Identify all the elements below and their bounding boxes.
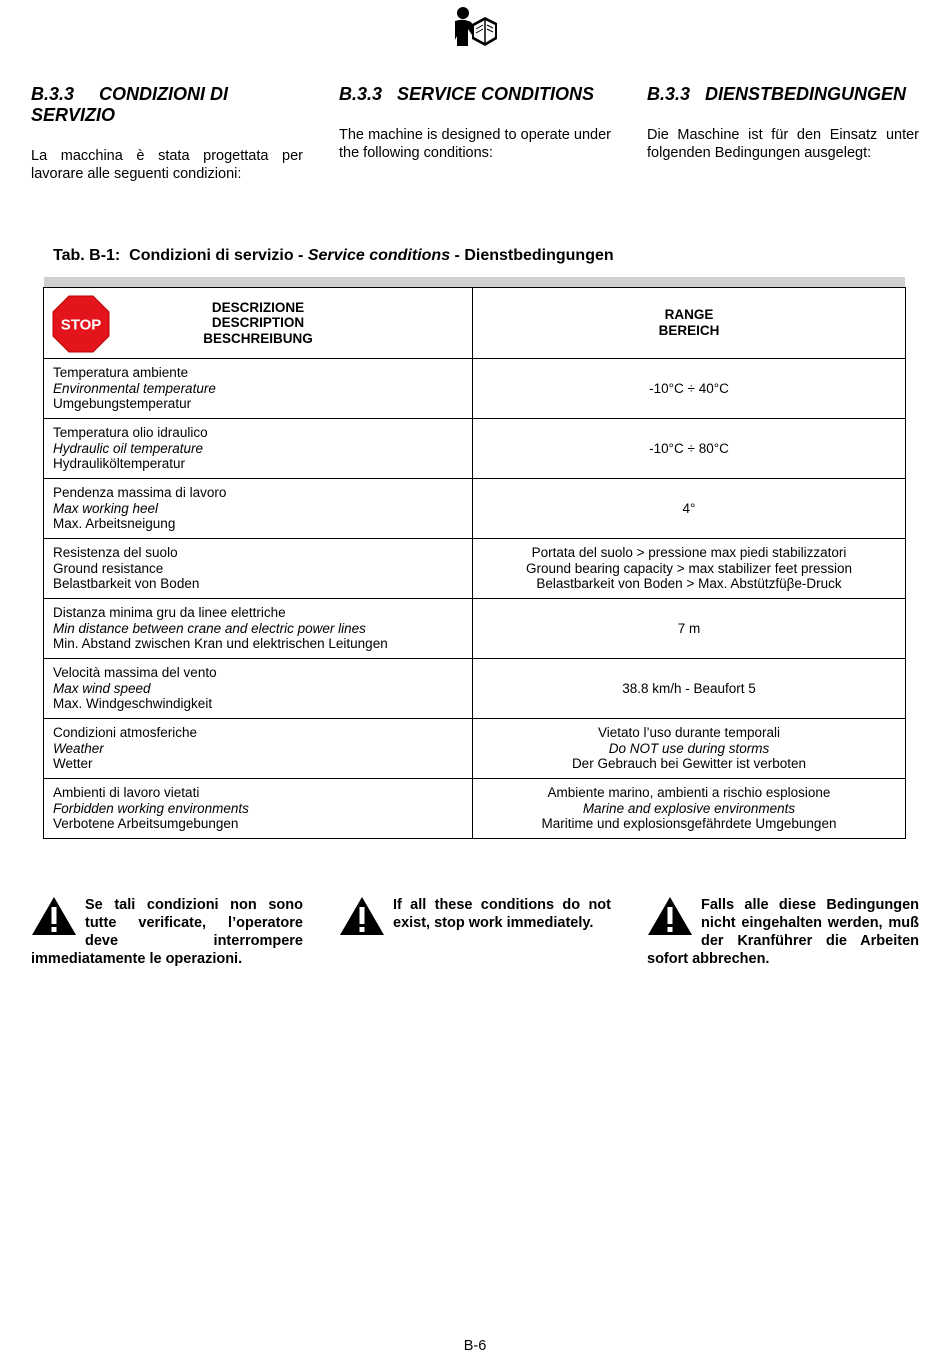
stop-sign-icon (52, 295, 110, 353)
intro-text-it: La macchina è stata progettata per lavorare alle seguenti condizioni: (31, 148, 303, 182)
row-description (44, 659, 473, 719)
description-line: Distanza minima gru da linee elettriche (53, 605, 286, 621)
description-line: Resistenza del suolo (53, 545, 178, 561)
description-line: Verbotene Arbeitsumgebungen (53, 816, 239, 832)
range-line: 4° (682, 500, 696, 516)
warning-de (647, 896, 919, 968)
header-desc-it: DESCRIZIONE (211, 299, 305, 315)
warning-text-de: Falls alle diese Bedingungen nicht eingehalten werden, muß der Kranführer die Arbeiten sofort abbrechen. (647, 897, 919, 967)
section-heading-de: B.3.3 DIENSTBEDINGUNGEN (647, 84, 907, 104)
description-line: Ambienti di lavoro vietati (53, 785, 200, 801)
warning-triangle-icon (31, 896, 77, 936)
section-heading-en: B.3.3 SERVICE CONDITIONS (339, 84, 595, 104)
description-line: Belastbarkeit von Boden (53, 576, 200, 592)
table-top-rule (44, 277, 905, 287)
description-line: Pendenza massima di lavoro (53, 485, 227, 501)
row-description (44, 419, 473, 479)
range-line: Der Gebrauch bei Gewitter ist verboten (571, 756, 807, 772)
row-description (44, 539, 473, 599)
description-line: Hydrauliköltemperatur (53, 456, 186, 472)
description-line: Temperatura ambiente (53, 365, 189, 381)
range-line: Marine and explosive environments (582, 800, 796, 816)
header-description (44, 288, 473, 359)
table-row (44, 479, 906, 539)
range-line: Ambiente marino, ambienti a rischio esplosione (547, 785, 831, 801)
intro-column-de (647, 84, 919, 162)
section-heading-it: B.3.3 CONDIZIONI DI SERVIZIO (31, 84, 234, 125)
page-number: B-6 (463, 1338, 487, 1354)
caption-suffix: - Dienstbedingungen (450, 247, 614, 264)
header-desc-de: BESCHREIBUNG (203, 330, 313, 346)
description-line: Hydraulic oil temperature (53, 440, 204, 456)
intro-text-de: Die Maschine ist für den Einsatz unter folgenden Bedingungen ausgelegt: (647, 127, 919, 161)
range-line: Belastbarkeit von Boden > Max. Abstützfüβe-Druck (536, 576, 842, 592)
row-description (44, 719, 473, 779)
service-conditions-table (43, 287, 906, 839)
row-description (44, 479, 473, 539)
range-line: Do NOT use during storms (608, 740, 770, 756)
range-line: Portata del suolo > pressione max piedi stabilizzatori (531, 545, 847, 561)
stop-sign-label: STOP (60, 316, 102, 334)
range-line: 7 m (677, 620, 701, 636)
table-row (44, 659, 906, 719)
warning-text-it: Se tali condizioni non sono tutte verificate, l’operatore deve interrompere immediatamente le operazioni. (31, 897, 303, 967)
header-range-en: RANGE (664, 307, 714, 323)
warning-en (339, 896, 611, 936)
header-range (473, 288, 906, 359)
row-range (473, 779, 906, 839)
range-line: Ground bearing capacity > max stabilizer feet pression (525, 560, 853, 576)
header-range-de: BEREICH (658, 323, 720, 338)
description-line: Wetter (53, 756, 93, 772)
table-row (44, 419, 906, 479)
row-range (473, 599, 906, 659)
warning-it (31, 896, 303, 968)
description-line: Weather (53, 740, 104, 756)
intro-column-en (339, 84, 611, 162)
range-line: Maritime und explosionsgefährdete Umgebungen (541, 816, 837, 832)
description-line: Min distance between crane and electric power lines (53, 620, 366, 636)
description-line: Max wind speed (53, 680, 151, 696)
description-line: Temperatura olio idraulico (53, 425, 208, 441)
table-row (44, 359, 906, 419)
description-line: Max working heel (53, 500, 159, 516)
table-caption (53, 247, 614, 265)
warning-text-en: If all these conditions do not exist, stop work immediately. (393, 897, 611, 931)
table-row (44, 539, 906, 599)
range-line: 38.8 km/h - Beaufort 5 (622, 680, 756, 696)
header-desc-en: DESCRIPTION (211, 315, 305, 331)
description-line: Ground resistance (53, 560, 164, 576)
read-manual-icon (452, 6, 498, 48)
row-description (44, 599, 473, 659)
table-row (44, 599, 906, 659)
description-line: Condizioni atmosferiche (53, 725, 198, 741)
row-range (473, 479, 906, 539)
table-row (44, 779, 906, 839)
description-line: Min. Abstand zwischen Kran und elektrischen Leitungen (53, 636, 388, 652)
description-line: Umgebungstemperatur (53, 396, 192, 412)
description-line: Max. Arbeitsneigung (53, 516, 176, 532)
row-description (44, 359, 473, 419)
range-line: -10°C ÷ 80°C (649, 440, 729, 456)
warning-triangle-icon (647, 896, 693, 936)
caption-prefix: Tab. B-1: Condizioni di servizio - (53, 247, 308, 264)
caption-italic: Service conditions (307, 247, 451, 264)
range-line: Vietato l’uso durante temporali (597, 725, 781, 741)
row-range (473, 659, 906, 719)
row-range (473, 359, 906, 419)
table-row (44, 719, 906, 779)
table-header-row (44, 288, 906, 359)
description-line: Environmental temperature (53, 380, 216, 396)
intro-column-it (31, 84, 303, 183)
description-line: Velocità massima del vento (53, 665, 217, 681)
description-line: Max. Windgeschwindigkeit (53, 696, 213, 712)
warning-triangle-icon (339, 896, 385, 936)
description-line: Forbidden working environments (53, 800, 249, 816)
row-range (473, 419, 906, 479)
intro-text-en: The machine is designed to operate under the following conditions: (339, 127, 611, 161)
row-description (44, 779, 473, 839)
row-range (473, 539, 906, 599)
row-range (473, 719, 906, 779)
range-line: -10°C ÷ 40°C (649, 380, 729, 396)
